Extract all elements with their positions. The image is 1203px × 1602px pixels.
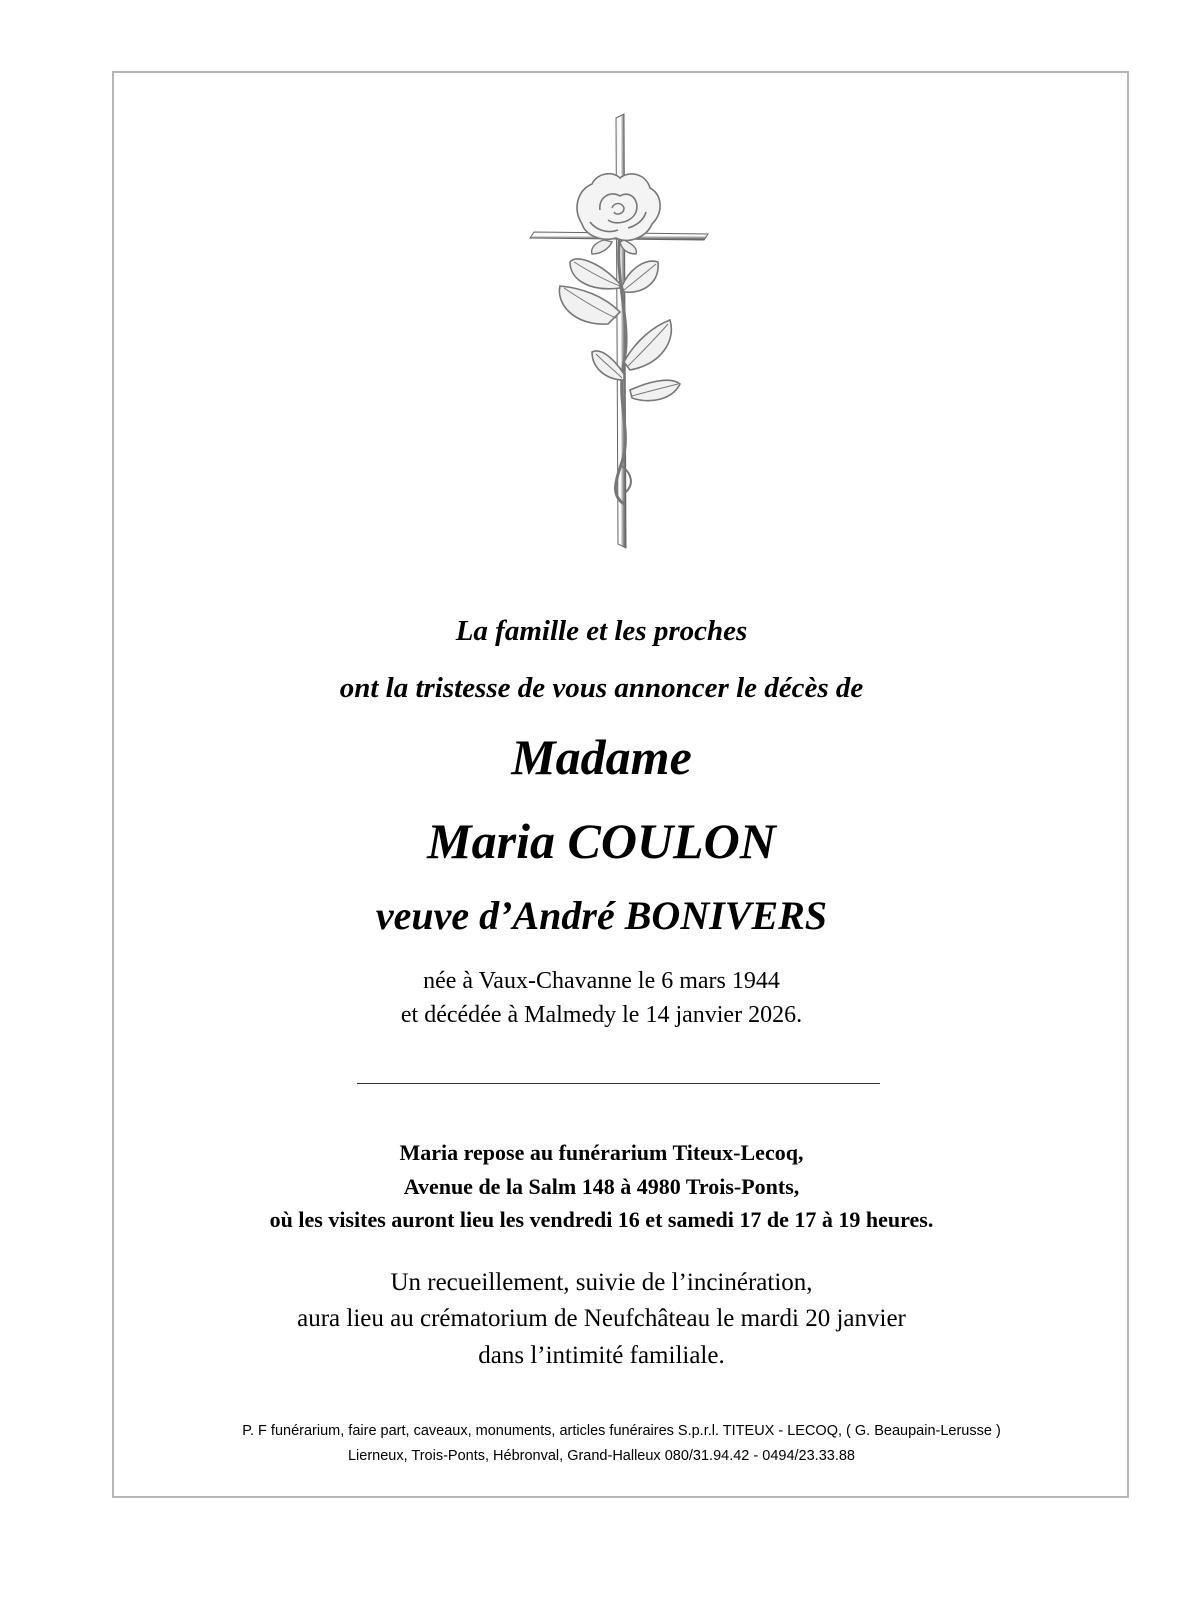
widow-of: veuve d’André BONIVERS [375,893,828,938]
footer-line: Lierneux, Trois-Ponts, Hébronval, Grand-Halleux 080/31.94.42 - 0494/23.33.88 [347,1448,855,1464]
intro-line: ont la tristesse de vous annoncer le décès de [339,672,864,704]
ceremony-line: dans l’intimité familiale. [478,1342,725,1369]
birth-line: née à Vaux-Chavanne le 6 mars 1944 [423,968,780,994]
visitation-line: Avenue de la Salm 148 à 4980 Trois-Ponts, [403,1174,800,1199]
separator-line [357,1083,880,1084]
cross-with-rose-icon [520,112,720,552]
visitation-line: où les visites auront lieu les vendredi 16 et samedi 17 de 17 à 19 heures. [269,1207,934,1232]
visitation-line: Maria repose au funérarium Titeux-Lecoq, [399,1140,804,1165]
ceremony-line: aura lieu au crématorium de Neufchâteau le mardi 20 janvier [297,1305,906,1332]
footer-line: P. F funérarium, faire part, caveaux, monuments, articles funéraires S.p.r.l. TITEUX - LECOQ, ( G. Beaupain-Lerusse ) [242,1423,1001,1439]
honorific: Madame [511,729,692,785]
death-line: et décédée à Malmedy le 14 janvier 2026. [400,1002,803,1028]
ceremony-line: Un recueillement, suivie de l’incinération, [390,1269,813,1296]
intro-line: La famille et les proches [455,615,748,647]
deceased-name: Maria COULON [427,813,776,869]
